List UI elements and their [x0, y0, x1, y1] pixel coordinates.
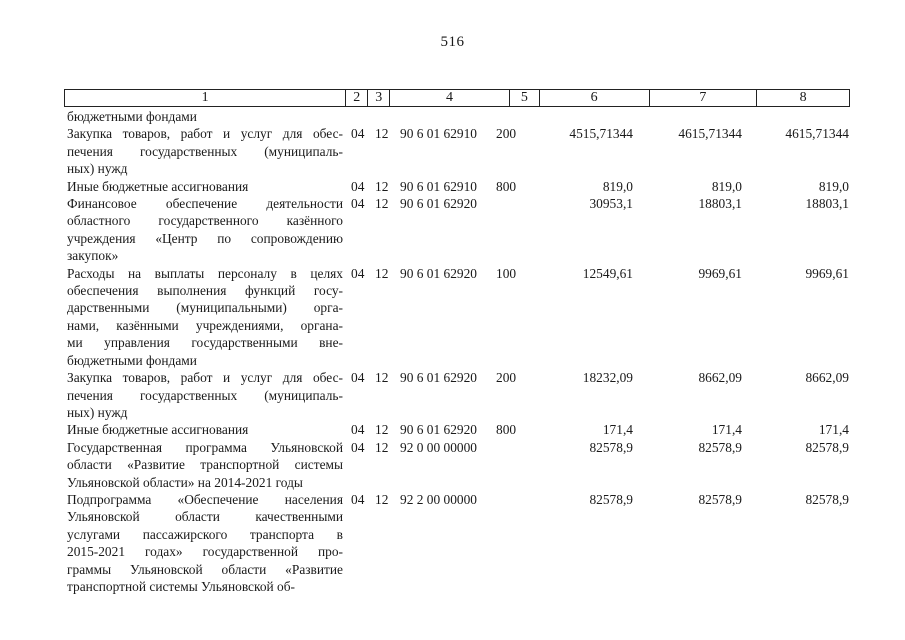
description-line: Финансовое обеспечение деятельности: [67, 196, 343, 212]
amount-col-6: 12549,61: [582, 265, 633, 281]
subsection-code: 12: [375, 178, 389, 194]
row-description: [67, 125, 343, 177]
row-description: [67, 369, 343, 421]
expense-type-code: 800: [496, 178, 517, 194]
header-col-4: 4: [390, 90, 510, 106]
amount-col-6: 82578,9: [589, 491, 633, 507]
row-description: [67, 439, 343, 491]
description-line: Закупка товаров, работ и услуг для обес-: [67, 126, 343, 142]
subsection-code: 12: [375, 126, 389, 142]
amount-col-8: 4615,71344: [785, 126, 849, 142]
header-col-2: 2: [346, 90, 368, 106]
section-code: 04: [351, 126, 365, 142]
amount-col-7: 82578,9: [698, 439, 742, 455]
expense-type-code: 100: [496, 265, 517, 281]
section-code: 04: [351, 370, 365, 386]
amount-col-7: 82578,9: [698, 491, 742, 507]
row-description: [67, 421, 343, 438]
description-line: печения государственных (муниципаль-: [67, 387, 343, 403]
table-body: [0, 108, 905, 595]
table-row: [0, 491, 905, 595]
amount-col-7: 4615,71344: [678, 126, 742, 142]
description-line: услугами пассажирского транспорта в: [67, 526, 343, 542]
subsection-code: 12: [375, 370, 389, 386]
target-article-code: 90 6 01 62920: [400, 265, 477, 281]
description-line: Закупка товаров, работ и услуг для обес-: [67, 370, 343, 386]
description-line: области «Развитие транспортной системы: [67, 457, 343, 473]
target-article-code: 90 6 01 62910: [400, 178, 477, 194]
section-code: 04: [351, 265, 365, 281]
description-line: ных) нужд: [67, 404, 128, 420]
subsection-code: 12: [375, 439, 389, 455]
header-col-1: 1: [65, 90, 346, 106]
amount-col-8: 819,0: [818, 178, 849, 194]
description-line: областного государственного казённого: [67, 213, 343, 229]
amount-col-8: 18803,1: [805, 196, 849, 212]
description-line: 2015-2021 годах» государственной про-: [67, 544, 343, 560]
description-line: бюджетными фондами: [67, 109, 197, 124]
row-description: [67, 195, 343, 265]
header-col-6: 6: [540, 90, 650, 106]
target-article-code: 92 0 00 00000: [400, 439, 477, 455]
section-code: 04: [351, 491, 365, 507]
description-line: Расходы на выплаты персоналу в целях: [67, 265, 343, 281]
row-description: [67, 491, 343, 595]
table-row: [0, 265, 905, 369]
amount-col-6: 18232,09: [582, 370, 633, 386]
description-line: ных) нужд: [67, 161, 128, 177]
page-number: 516: [440, 34, 465, 50]
amount-col-8: 8662,09: [805, 370, 849, 386]
description-line: ми управления государственными вне-: [67, 335, 343, 351]
description-line: Подпрограмма «Обеспечение населения: [67, 491, 343, 507]
table-header: [64, 89, 850, 107]
amount-col-7: 819,0: [711, 178, 742, 194]
amount-col-7: 8662,09: [698, 370, 742, 386]
target-article-code: 90 6 01 62910: [400, 126, 477, 142]
subsection-code: 12: [375, 196, 389, 212]
row-description: [67, 178, 343, 195]
amount-col-6: 819,0: [602, 178, 633, 194]
table-row: [0, 178, 905, 195]
description-line: обеспечения выполнения функций госу-: [67, 283, 343, 299]
section-code: 04: [351, 439, 365, 455]
amount-col-8: 82578,9: [805, 491, 849, 507]
row-description: [67, 108, 343, 125]
description-line: Ульяновской области качественными: [67, 509, 343, 525]
table-row: [0, 421, 905, 438]
target-article-code: 90 6 01 62920: [400, 422, 477, 438]
table-row: [0, 125, 905, 177]
description-line: бюджетными фондами: [67, 352, 197, 368]
description-line: Иные бюджетные ассигнования: [67, 422, 249, 438]
target-article-code: 90 6 01 62920: [400, 196, 477, 212]
description-line: Иные бюджетные ассигнования: [67, 178, 249, 194]
amount-col-7: 171,4: [711, 422, 742, 438]
table-row: [0, 108, 905, 125]
description-line: Ульяновской области» на 2014-2021 годы: [67, 474, 303, 490]
description-line: граммы Ульяновской области «Развитие: [67, 561, 343, 577]
header-col-7: 7: [650, 90, 758, 106]
expense-type-code: 800: [496, 422, 517, 438]
amount-col-6: 82578,9: [589, 439, 633, 455]
header-col-8: 8: [799, 90, 807, 105]
amount-col-8: 9969,61: [805, 265, 849, 281]
amount-col-6: 4515,71344: [569, 126, 633, 142]
subsection-code: 12: [375, 265, 389, 281]
description-line: закупок»: [67, 248, 119, 264]
description-line: нами, казёнными учреждениями, органа-: [67, 317, 343, 333]
table-row: [0, 195, 905, 265]
row-description: [67, 265, 343, 369]
amount-col-7: 9969,61: [698, 265, 742, 281]
expense-type-code: 200: [496, 126, 517, 142]
section-code: 04: [351, 178, 365, 194]
target-article-code: 90 6 01 62920: [400, 370, 477, 386]
target-article-code: 92 2 00 00000: [400, 491, 477, 507]
subsection-code: 12: [375, 491, 389, 507]
table-row: [0, 369, 905, 421]
description-line: транспортной системы Ульяновской об-: [67, 578, 296, 594]
amount-col-6: 30953,1: [589, 196, 633, 212]
description-line: печения государственных (муниципаль-: [67, 143, 343, 159]
subsection-code: 12: [375, 422, 389, 438]
expense-type-code: 200: [496, 370, 517, 386]
section-code: 04: [351, 422, 365, 438]
amount-col-7: 18803,1: [698, 196, 742, 212]
amount-col-8: 171,4: [818, 422, 849, 438]
header-col-5: 5: [510, 90, 540, 106]
amount-col-8: 82578,9: [805, 439, 849, 455]
description-line: учреждения «Центр по сопровождению: [67, 230, 343, 246]
description-line: дарственными (муниципальными) орга-: [67, 300, 343, 316]
section-code: 04: [351, 196, 365, 212]
table-row: [0, 439, 905, 491]
amount-col-6: 171,4: [602, 422, 633, 438]
header-col-3: 3: [368, 90, 390, 106]
description-line: Государственная программа Ульяновской: [67, 439, 343, 455]
